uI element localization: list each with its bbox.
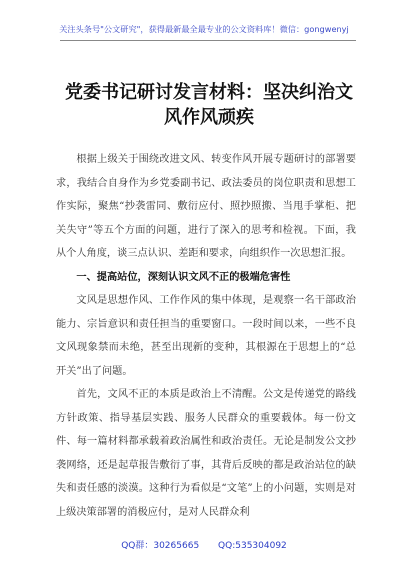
footer-contact xyxy=(0,538,408,551)
section-heading: 一、提高站位，深刻认识文风不正的极端危害性 xyxy=(76,270,291,283)
document-body xyxy=(56,148,356,524)
footer-qq-group: QQ群：30265665 xyxy=(121,541,200,551)
header-banner: 关注头条号"公文研究"，获得最新最全最专业的公文资料库！微信：gongwenyj xyxy=(59,24,349,34)
header-divider xyxy=(60,40,356,41)
body-paragraph: 文风是思想作风、工作作风的集中体现，是观察一名干部政治能力、宗旨意识和责任担当的重要窗口。一段时间以来，一些不良文风现象禁而未绝，甚至出现新的变种，其根源在于思想上的“总开关”出了问题。 xyxy=(56,295,356,377)
footer-qq: QQ:535304092 xyxy=(218,541,287,551)
document-title: 党委书记研讨发言材料：坚决纠治文风作风顽疾 xyxy=(65,82,353,128)
body-paragraph: 首先，文风不正的本质是政治上不清醒。公文是传递党的路线方针政策、指导基层实践、服务人民群众的重要载体。每一份文件、每一篇材料都承载着政治属性和政治责任。无论是制发公文抄袭网络，还是起草报告敷衍了事，其背后反映的都是政治站位的缺失和责任感的淡漠。这种行为看似是“文笔”上的小问题，实则是对上级决策部署的消极应付，是对人民群众利 xyxy=(56,389,356,518)
intro-paragraph: 根据上级关于围绕改进文风、转变作风开展专题研讨的部署要求，我结合自身作为乡党委副书记、政法委员的岗位职责和思想工作实际，聚焦“抄袭雷同、敷衍应付、照抄照搬、当甩手掌柜、把关失守”等五个方面的问题，进行了深入的思考和检视。下面，我从个人角度，谈三点认识、差距和要求，向组织作一次思想汇报。 xyxy=(56,154,356,259)
